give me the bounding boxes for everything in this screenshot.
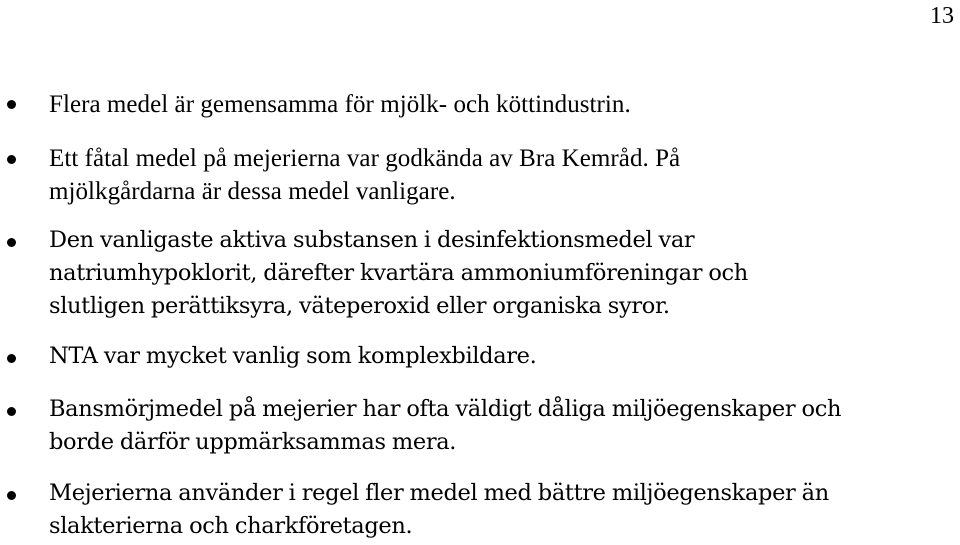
- bullet-dot-icon: [7, 354, 16, 363]
- page-number: 13: [930, 3, 954, 29]
- bullet-line: Mejerierna använder i regel fler medel med bättre miljöegenskaper än: [49, 480, 829, 506]
- bullet-dot-icon: [7, 100, 16, 109]
- bullet-dot-icon: [7, 491, 16, 500]
- bullet-line: Bansmörjmedel på mejerier har ofta väldigt dåliga miljöegenskaper och: [49, 396, 842, 422]
- bullet-text: [49, 393, 954, 459]
- bullet-text: [49, 88, 954, 121]
- bullet-dot-icon: [7, 407, 16, 416]
- bullet-line: slutligen perättiksyra, väteperoxid eller organiska syror.: [49, 293, 670, 319]
- bullet-text: [49, 224, 954, 323]
- bullet-line: Ett fåtal medel på mejerierna var godkända av Bra Kemråd. På: [49, 145, 681, 172]
- bullet-line: NTA var mycket vanlig som komplexbildare.: [49, 343, 537, 369]
- bullet-line: borde därför uppmärksammas mera.: [49, 429, 457, 455]
- bullet-line: slakterierna och charkföretagen.: [49, 513, 413, 539]
- bullet-text: [49, 477, 954, 543]
- bullet-text: [49, 142, 954, 208]
- bullet-dot-icon: [7, 238, 16, 247]
- bullet-line: Den vanligaste aktiva substansen i desinfektionsmedel var: [49, 227, 695, 253]
- bullet-line: natriumhypoklorit, därefter kvartära ammoniumföreningar och: [49, 260, 748, 286]
- bullet-text: [49, 340, 954, 373]
- bullet-line: Flera medel är gemensamma för mjölk- och köttindustrin.: [49, 91, 631, 118]
- bullet-line: mjölkgårdarna är dessa medel vanligare.: [49, 178, 456, 205]
- bullet-dot-icon: [7, 155, 16, 164]
